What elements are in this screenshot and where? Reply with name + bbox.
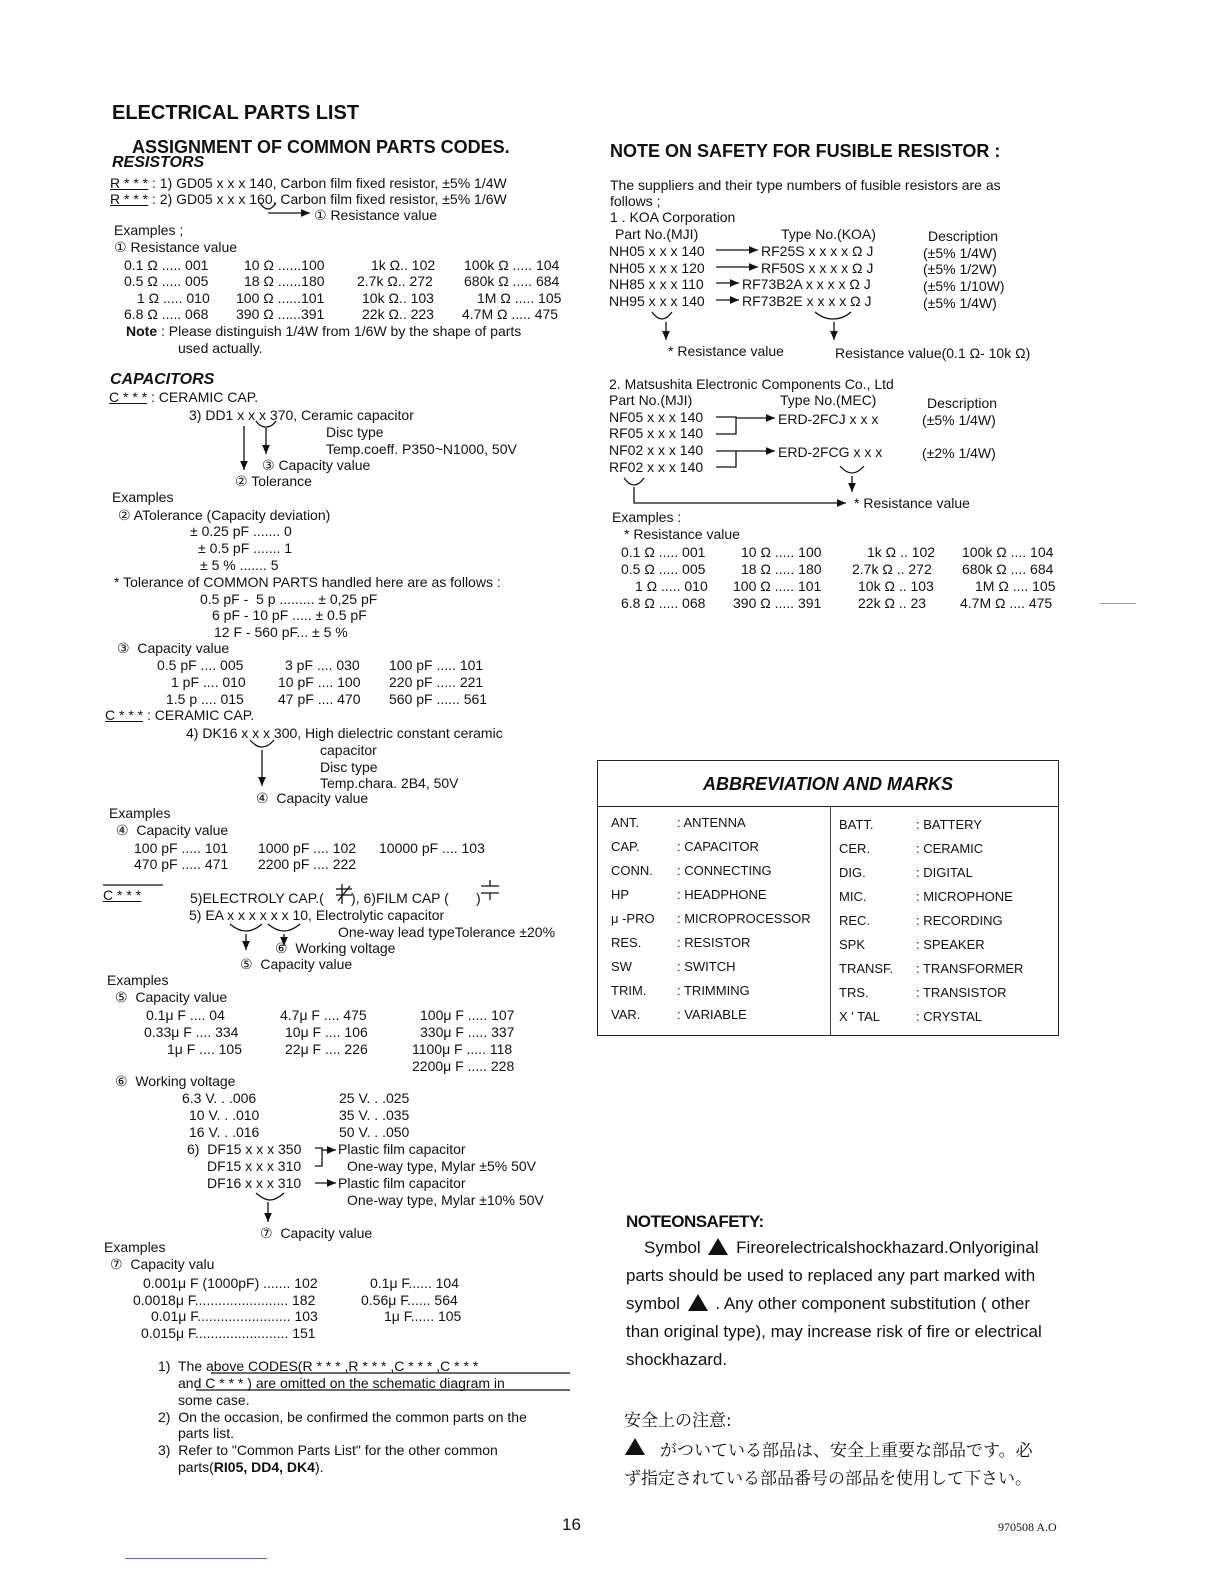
abbr-key: CAP. [611, 839, 640, 854]
tolerance-heading: ② ATolerance (Capacity deviation) [118, 507, 331, 523]
abbr-value: : TRANSFORMER [916, 961, 1024, 976]
table-cell: 1000 pF .... 102 [258, 840, 357, 856]
abbr-value: : CERAMIC [916, 841, 984, 856]
df16-310-desc: Plastic film capacitor [338, 1175, 466, 1191]
table-cell: 1M Ω .... 105 [975, 578, 1056, 594]
electrolytic-symbol [336, 884, 352, 904]
df15-310-line: DF15 x x x 310 [207, 1158, 302, 1174]
table-cell: 100k Ω .... 104 [962, 544, 1054, 560]
mat-head: Type No.(MEC) [780, 392, 877, 408]
oneway-line: One-way lead typeTolerance ±20% [338, 924, 556, 940]
examples-label: Examples [112, 489, 174, 505]
assignment-heading: ASSIGNMENT OF COMMON PARTS CODES. [132, 137, 510, 157]
table-cell: 10 Ω ......100 [244, 257, 325, 273]
table-cell: 6.8 Ω ..... 068 [124, 306, 209, 322]
safety-text-c: . Any other component substitution ( other than original type), may increase risk of fire or electrical shockhazard. [626, 1294, 1042, 1369]
table-cell: 1k Ω .. 102 [867, 544, 936, 560]
ea-line: 5) EA x x x x x x 10, Electrolytic capacitor [189, 907, 445, 923]
abbr-key: HP [611, 887, 630, 902]
abbreviation-title: ABBREVIATION AND MARKS [598, 761, 1058, 807]
table-cell: 6.8 Ω ..... 068 [621, 595, 706, 611]
tolerance-item: ± 5 % ....... 5 [200, 557, 279, 573]
table-cell: 35 V. . .035 [339, 1107, 410, 1123]
abbr-key: SPK [839, 937, 866, 952]
table-cell: 10 pF .... 100 [278, 674, 361, 690]
abbr-value: : BATTERY [916, 817, 982, 832]
ceramic-cap-line-2: C * * * : CERAMIC CAP. [105, 707, 255, 723]
table-cell: 10k Ω .. 103 [858, 578, 934, 594]
bracket [624, 478, 644, 485]
table-cell: 680k Ω ..... 684 [464, 273, 560, 289]
rule [196, 1373, 570, 1390]
table-cell: 560 pF ...... 561 [389, 691, 488, 707]
bracket [260, 203, 276, 209]
resistance-value-label: * Resistance value [624, 526, 740, 542]
table-cell: NH85 x x x 110 [609, 276, 704, 292]
table-cell: RF73B2E x x x x Ω J [742, 293, 872, 309]
abbr-key: MIC. [839, 889, 867, 904]
film-cap-symbol [481, 880, 499, 900]
table-cell: 2200 pF .... 222 [258, 856, 357, 872]
koa-head: Type No.(KOA) [781, 226, 876, 242]
table-cell: 100 pF ..... 101 [389, 657, 484, 673]
bracket [716, 417, 736, 434]
temp-coeff: Temp.coeff. P350~N1000, 50V [326, 441, 517, 457]
japanese-safety-title: 安全上の注意: [624, 1411, 732, 1431]
koa-label: 1 . KOA Corporation [610, 209, 736, 225]
table-cell: 16 V. . .016 [189, 1124, 260, 1140]
table-cell: 0.5 Ω ..... 005 [621, 561, 706, 577]
resistor-line-2: R * * * : 2) GD05 x x x 160, Carbon film fixed resistor, ±5% 1/6W [110, 191, 507, 207]
page-number: 16 [562, 1515, 581, 1534]
abbr-value: : MICROPHONE [916, 889, 1013, 904]
table-cell: 22k Ω.. 223 [362, 306, 434, 322]
table-cell: 2.7k Ω .. 272 [852, 561, 932, 577]
df16-mylar-desc: One-way type, Mylar ±10% 50V [347, 1192, 544, 1208]
ceramic-cap-line: C * * * : CERAMIC CAP. [109, 389, 259, 405]
table-cell: 6.3 V. . .006 [182, 1090, 257, 1106]
table-cell: 0.1μ F .... 04 [146, 1007, 225, 1023]
resistor-note-cont: used actually. [178, 340, 263, 356]
abbr-value: : SWITCH [677, 959, 736, 974]
abbr-key: μ -PRO [611, 911, 655, 926]
table-cell: 2.7k Ω.. 272 [357, 273, 433, 289]
abbr-key: ANT. [611, 815, 640, 830]
table-cell: 3 pF .... 030 [285, 657, 360, 673]
resistance-value-arrow-label: ① Resistance value [314, 207, 438, 223]
abbr-value: : CRYSTAL [916, 1009, 982, 1024]
koa-head: Part No.(MJI) [615, 226, 699, 242]
table-cell: 10μ F .... 106 [285, 1024, 368, 1040]
abbr-value: : TRIMMING [677, 983, 750, 998]
safety-title: NOTEONSAFETY: [626, 1212, 764, 1231]
table-cell: 22k Ω .. 23 [858, 595, 927, 611]
capacitors-label: CAPACITORS [110, 371, 215, 388]
note-3-cont: parts(RI05, DD4, DK4). [178, 1459, 324, 1475]
mat-desc-1: (±5% 1/4W) [922, 412, 996, 428]
table-cell: 100 Ω ......101 [236, 290, 325, 306]
abbr-value: : DIGITAL [916, 865, 973, 880]
abbr-key: DIG. [839, 865, 866, 880]
japanese-safety-line-1: がついている部品は、安全上重要な部品です。必 [660, 1441, 1033, 1461]
working-voltage-heading: ⑥ Working voltage [115, 1073, 236, 1089]
bracket [716, 451, 736, 467]
table-cell: NH05 x x x 120 [609, 260, 705, 276]
df15-350-desc: Plastic film capacitor [338, 1141, 466, 1157]
note-2: 2) On the occasion, be confirmed the common parts on the [158, 1409, 527, 1425]
table-cell: 10 Ω ..... 100 [741, 544, 822, 560]
table-cell: (±5% 1/4W) [923, 245, 997, 261]
table-cell: 0.33μ F .... 334 [144, 1024, 239, 1040]
table-cell: 10 V. . .010 [189, 1107, 260, 1123]
table-cell: (±5% 1/10W) [923, 278, 1005, 294]
safety-text-a: Symbol [644, 1238, 701, 1257]
table-cell: 22μ F .... 226 [285, 1041, 368, 1057]
japanese-safety-line-2: ず指定されている部品番号の部品を使用して下さい。 [624, 1469, 1032, 1489]
mat-head: Description [927, 395, 998, 411]
table-cell: 1μ F .... 105 [167, 1041, 242, 1057]
tolerance-common-item: 0.5 pF - 5 p ......... ± 0,25 pF [200, 591, 378, 607]
abbr-key: REC. [839, 913, 871, 928]
resistors-label: RESISTORS [112, 154, 205, 171]
abbr-key: CONN. [611, 863, 653, 878]
dk16-line-cont: capacitor [320, 742, 377, 758]
abbr-value: : ANTENNA [677, 815, 746, 830]
safety-text-b: Fireorelectricalshockhazard.Onlyoriginal parts should be used to replaced any part marked with symbol [626, 1238, 1039, 1313]
table-cell: 18 Ω ..... 180 [741, 561, 822, 577]
bracket [256, 421, 276, 427]
abbr-value: : TRANSISTOR [916, 985, 1007, 1000]
table-cell: 1 Ω ..... 010 [137, 290, 210, 306]
abbr-value: : MICROPROCESSOR [677, 911, 811, 926]
table-cell: NH05 x x x 140 [609, 243, 705, 259]
table-cell: 10000 pF .... 103 [379, 840, 485, 856]
tolerance-common: * Tolerance of COMMON PARTS handled here are as follows : [114, 574, 501, 590]
dd1-line: 3) DD1 x x x 370, Ceramic capacitor [189, 407, 414, 423]
table-cell: 0.56μ F...... 564 [361, 1292, 458, 1308]
arrow [634, 487, 846, 503]
table-cell: 50 V. . .050 [339, 1124, 410, 1140]
abbr-key: TRIM. [611, 983, 647, 998]
bracket [840, 466, 864, 473]
df15-310-desc: One-way type, Mylar ±5% 50V [347, 1158, 536, 1174]
table-cell: 0.5 Ω ..... 005 [124, 273, 209, 289]
koa-foot-1: * Resistance value [668, 343, 784, 359]
table-cell: 1.5 p .... 015 [166, 691, 244, 707]
mat-type-2: ERD-2FCG x x x [778, 444, 883, 460]
disc-type: Disc type [320, 759, 378, 775]
examples-label: Examples : [612, 509, 682, 525]
abbr-key: VAR. [611, 1007, 641, 1022]
abbr-value: : SPEAKER [916, 937, 985, 952]
note-3: 3) Refer to "Common Parts List" for the other common [158, 1442, 498, 1458]
capacity-value-5: ⑤ Capacity value [240, 956, 353, 972]
table-cell: 2200μ F ..... 228 [412, 1058, 515, 1074]
mat-row: NF02 x x x 140 [609, 442, 704, 458]
table-cell: 1μ F...... 105 [384, 1308, 462, 1324]
abbr-key: BATT. [839, 817, 874, 832]
tolerance-common-item: 6 pF - 10 pF ..... ± 0.5 pF [212, 607, 367, 623]
table-cell: 25 V. . .025 [339, 1090, 410, 1106]
table-cell: 0.001μ F (1000pF) ....... 102 [143, 1275, 318, 1291]
capacity-3-heading: ③ Capacity value [117, 640, 230, 656]
table-cell: 4.7μ F .... 475 [280, 1007, 367, 1023]
table-cell: 0.1μ F...... 104 [370, 1275, 460, 1291]
table-cell: 680k Ω .... 684 [962, 561, 1054, 577]
table-cell: RF25S x x x x Ω J [761, 243, 874, 259]
df16-310-line: DF16 x x x 310 [207, 1175, 302, 1191]
fusible-heading: NOTE ON SAFETY FOR FUSIBLE RESISTOR : [610, 141, 1001, 161]
bracket [815, 312, 851, 319]
examples-label: Examples [104, 1239, 166, 1255]
note-1: 1) The above CODES(R * * * ,R * * * ,C * * * ,C * * * [158, 1358, 479, 1374]
abbr-value: : RECORDING [916, 913, 1003, 928]
fusible-intro-cont: follows ; [610, 193, 661, 209]
table-cell: 100 pF ..... 101 [134, 840, 229, 856]
table-cell: 330μ F ..... 337 [420, 1024, 515, 1040]
table-cell: 1M Ω ..... 105 [477, 290, 562, 306]
koa-foot-2: Resistance value(0.1 Ω- 10k Ω) [835, 345, 1031, 361]
working-voltage-6: ⑥ Working voltage [275, 940, 396, 956]
abbr-value: : CONNECTING [677, 863, 772, 878]
table-cell: 0.1 Ω ..... 001 [621, 544, 706, 560]
table-cell: 10k Ω.. 103 [362, 290, 434, 306]
table-cell: 4.7M Ω ..... 475 [462, 306, 559, 322]
fusible-intro: The suppliers and their type numbers of fusible resistors are as [610, 177, 1001, 193]
table-cell: 220 pF ..... 221 [389, 674, 484, 690]
capacity-value-7: ⑦ Capacity value [260, 1225, 373, 1241]
table-cell: 0.01μ F........................ 103 [151, 1308, 318, 1324]
page-title: ELECTRICAL PARTS LIST [112, 102, 360, 124]
table-cell: RF50S x x x x Ω J [761, 260, 874, 276]
table-cell: 0.1 Ω ..... 001 [124, 257, 209, 273]
bracket [315, 1148, 322, 1166]
table-cell: (±5% 1/2W) [923, 261, 997, 277]
abbr-key: TRANSF. [839, 961, 894, 976]
koa-head: Description [928, 228, 999, 244]
table-cell: 1k Ω.. 102 [371, 257, 436, 273]
table-cell: 4.7M Ω .... 475 [960, 595, 1053, 611]
table-cell: 100 Ω ..... 101 [733, 578, 822, 594]
dk16-line: 4) DK16 x x x 300, High dielectric constant ceramic [186, 725, 503, 741]
table-cell: NH95 x x x 140 [609, 293, 705, 309]
mat-foot: * Resistance value [854, 495, 970, 511]
capacity-7-heading: ⑦ Capacity valu [110, 1256, 215, 1272]
tolerance-2: ② Tolerance [235, 473, 312, 489]
table-cell: 0.015μ F........................ 151 [141, 1325, 316, 1341]
table-cell: 100μ F ..... 107 [420, 1007, 515, 1023]
temp-chara: Temp.chara. 2B4, 50V [320, 775, 459, 791]
abbr-key: CER. [839, 841, 871, 856]
abbr-value: : VARIABLE [677, 1007, 747, 1022]
abbr-key: X ' TAL [839, 1009, 881, 1024]
table-cell: 0.0018μ F........................ 182 [133, 1292, 316, 1308]
note-1-cont: and C * * * ) are omitted on the schematic diagram in [178, 1375, 505, 1391]
capacity-4-heading: ④ Capacity value [116, 822, 229, 838]
abbr-value: : RESISTOR [677, 935, 751, 950]
resistance-value-label: ① Resistance value [114, 239, 238, 255]
matsushita-label: 2. Matsushita Electronic Components Co., Ltd [609, 376, 894, 392]
document-code: 970508 A.O [998, 1520, 1057, 1534]
tolerance-common-item: 12 F - 560 pF... ± 5 % [214, 624, 348, 640]
bracket [230, 924, 262, 931]
bracket [250, 740, 274, 747]
table-cell: 0.5 pF .... 005 [157, 657, 244, 673]
df15-350-line: 6) DF15 x x x 350 [187, 1141, 302, 1157]
table-cell: 47 pF .... 470 [278, 691, 361, 707]
bracket [652, 312, 672, 319]
resistor-line-1: R * * * : 1) GD05 x x x 140, Carbon film fixed resistor, ±5% 1/4W [110, 175, 507, 191]
examples-label: Examples ; [114, 222, 184, 238]
mat-row: NF05 x x x 140 [609, 409, 704, 425]
table-cell: 470 pF ..... 471 [134, 856, 229, 872]
mat-type-1: ERD-2FCJ x x x [778, 411, 879, 427]
abbr-key: TRS. [839, 985, 869, 1000]
examples-label: Examples [109, 805, 171, 821]
table-cell: 390 Ω ..... 391 [733, 595, 822, 611]
table-cell: RF73B2A x x x x Ω J [742, 276, 871, 292]
table-cell: 1100μ F ..... 118 [412, 1041, 513, 1057]
mat-row: RF02 x x x 140 [609, 459, 704, 475]
note-2-cont: parts list. [178, 1425, 235, 1441]
capacity-5-heading: ⑤ Capacity value [115, 989, 228, 1005]
abbr-key: SW [611, 959, 632, 974]
electrolytic-film-line: 5)ELECTROLY CAP.( ), 6)FILM CAP ( ) [190, 890, 481, 906]
capacity-value-3: ③ Capacity value [262, 457, 371, 473]
table-cell: 390 Ω ......391 [236, 306, 325, 322]
table-cell: (±5% 1/4W) [923, 295, 997, 311]
table-cell: 100k Ω ..... 104 [464, 257, 560, 273]
tolerance-item: ± 0.5 pF ....... 1 [198, 540, 293, 556]
capacity-value-4: ④ Capacity value [256, 790, 369, 806]
note-1-cont: some case. [178, 1392, 250, 1408]
disc-type: Disc type [326, 424, 384, 440]
bracket [256, 1193, 284, 1200]
abbr-value: : CAPACITOR [677, 839, 759, 854]
mat-row: RF05 x x x 140 [609, 425, 704, 441]
electrolytic-code: C * * * [103, 887, 142, 903]
bracket [268, 924, 300, 931]
abbr-value: : HEADPHONE [677, 887, 767, 902]
tolerance-item: ± 0.25 pF ....... 0 [190, 523, 292, 539]
mat-desc-2: (±2% 1/4W) [922, 445, 996, 461]
resistor-note: Note : Please distinguish 1/4W from 1/6W by the shape of parts [126, 323, 522, 339]
table-cell: 1 Ω ..... 010 [635, 578, 708, 594]
table-cell: 1 pF .... 010 [171, 674, 246, 690]
examples-label: Examples [107, 972, 169, 988]
abbr-key: RES. [611, 935, 642, 950]
table-cell: 18 Ω ......180 [244, 273, 325, 289]
mat-head: Part No.(MJI) [609, 392, 693, 408]
